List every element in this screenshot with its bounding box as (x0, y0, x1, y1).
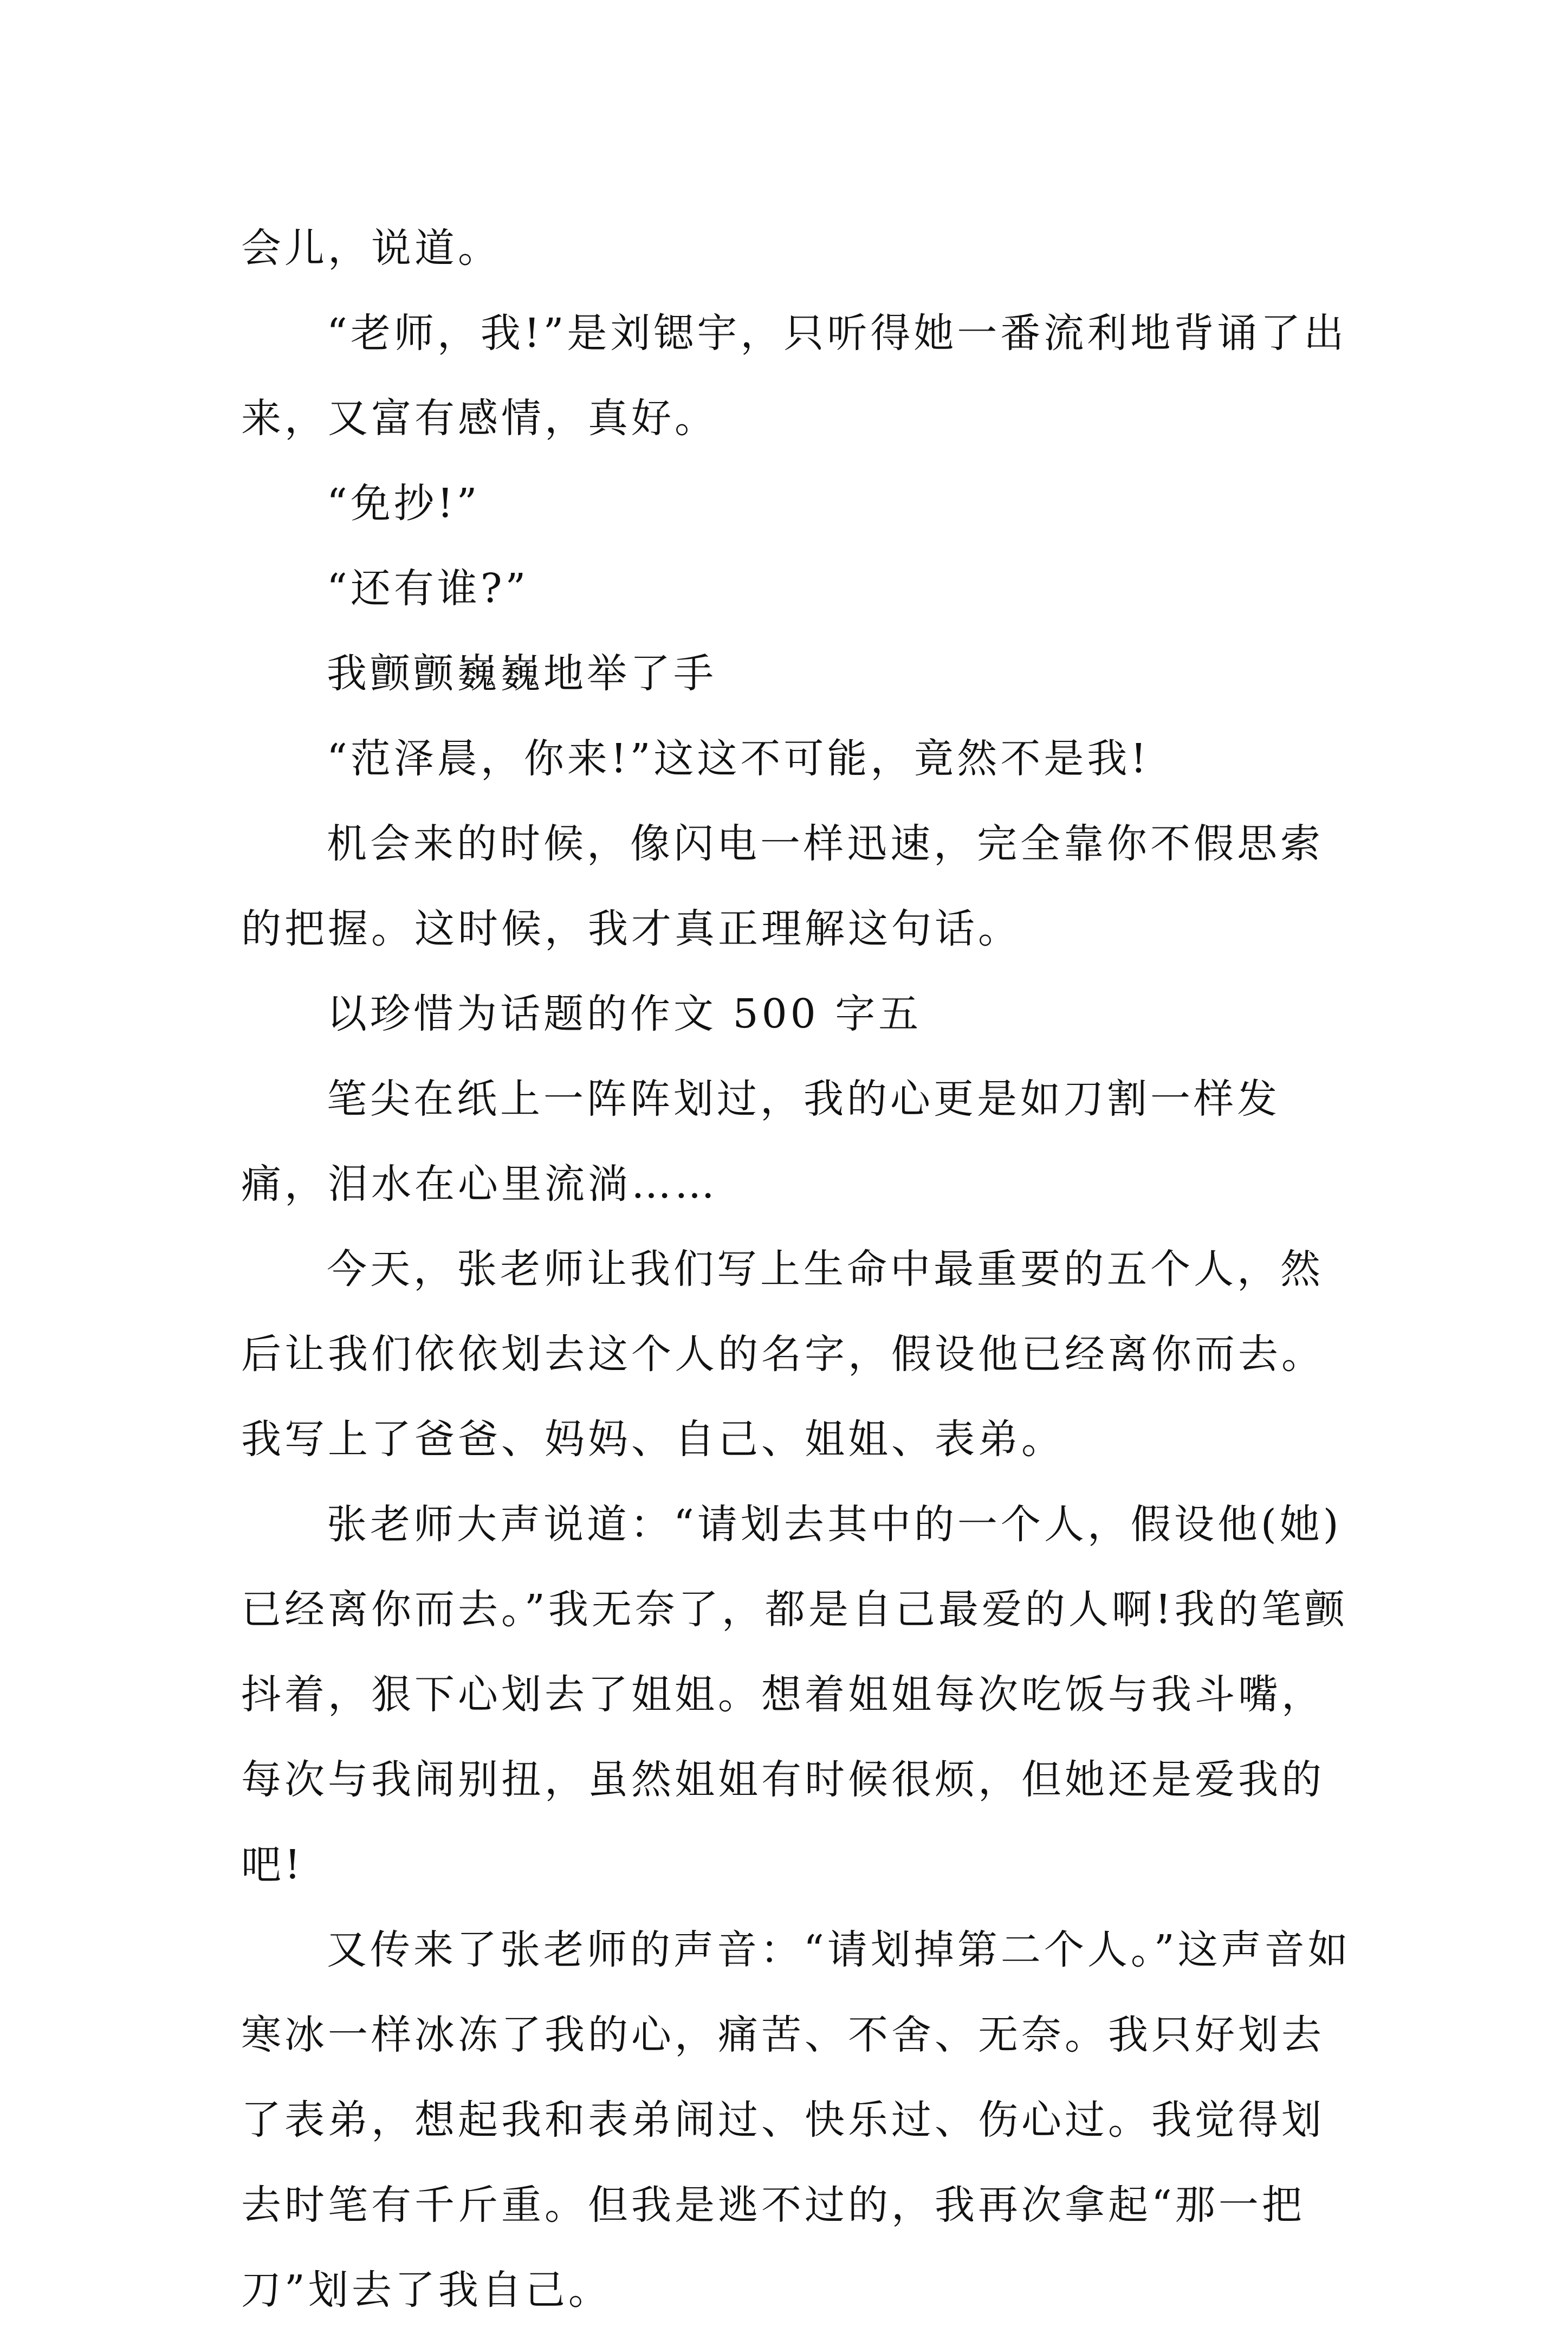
paragraph: “还有谁?” (327, 565, 529, 612)
essay-subtitle: 以珍惜为话题的作文 500 字五 (327, 991, 922, 1037)
paragraph: 我颤颤巍巍地举了手 (327, 650, 717, 697)
document-body (241, 206, 1357, 2333)
paragraph: 机会来的时候，像闪电一样迅速，完全靠你不假思索的把握。这时候，我才真正理解这句话。 (241, 820, 1324, 952)
paragraph: “范泽晨，你来!”这这不可能，竟然不是我! (327, 735, 1150, 782)
paragraph: 笔尖在纸上一阵阵划过，我的心更是如刀割一样发痛，泪水在心里流淌…… (241, 1076, 1280, 1207)
paragraph: “老师，我!”是刘锶宇，只听得她一番流利地背诵了出来，又富有感情，真好。 (241, 310, 1347, 442)
paragraph: 又传来了张老师的声音：“请划掉第二个人。”这声音如寒冰一样冰冻了我的心，痛苦、不舍、无奈。我只好划去了表弟，想起我和表弟闹过、快乐过、伤心过。我觉得划去时笔有千斤重。但我是逃不过的，我再次拿起“那一把刀”划去了我自己。 (241, 1927, 1351, 2313)
paragraph: 张老师大声说道：“请划去其中的一个人，假设他(她)已经离你而去。”我无奈了，都是自己最爱的人啊!我的笔颤抖着，狠下心划去了姐姐。想着姐姐每次吃饭与我斗嘴，每次与我闹别扭，虽然姐姐有时候很烦，但她还是爱我的吧! (241, 1501, 1348, 1888)
paragraph: “免抄!” (327, 480, 481, 527)
paragraph: 会儿，说道。 (241, 225, 501, 272)
paragraph: 今天，张老师让我们写上生命中最重要的五个人，然后让我们依依划去这个人的名字，假设他已经离你而去。我写上了爸爸、妈妈、自己、姐姐、表弟。 (241, 1246, 1325, 1463)
